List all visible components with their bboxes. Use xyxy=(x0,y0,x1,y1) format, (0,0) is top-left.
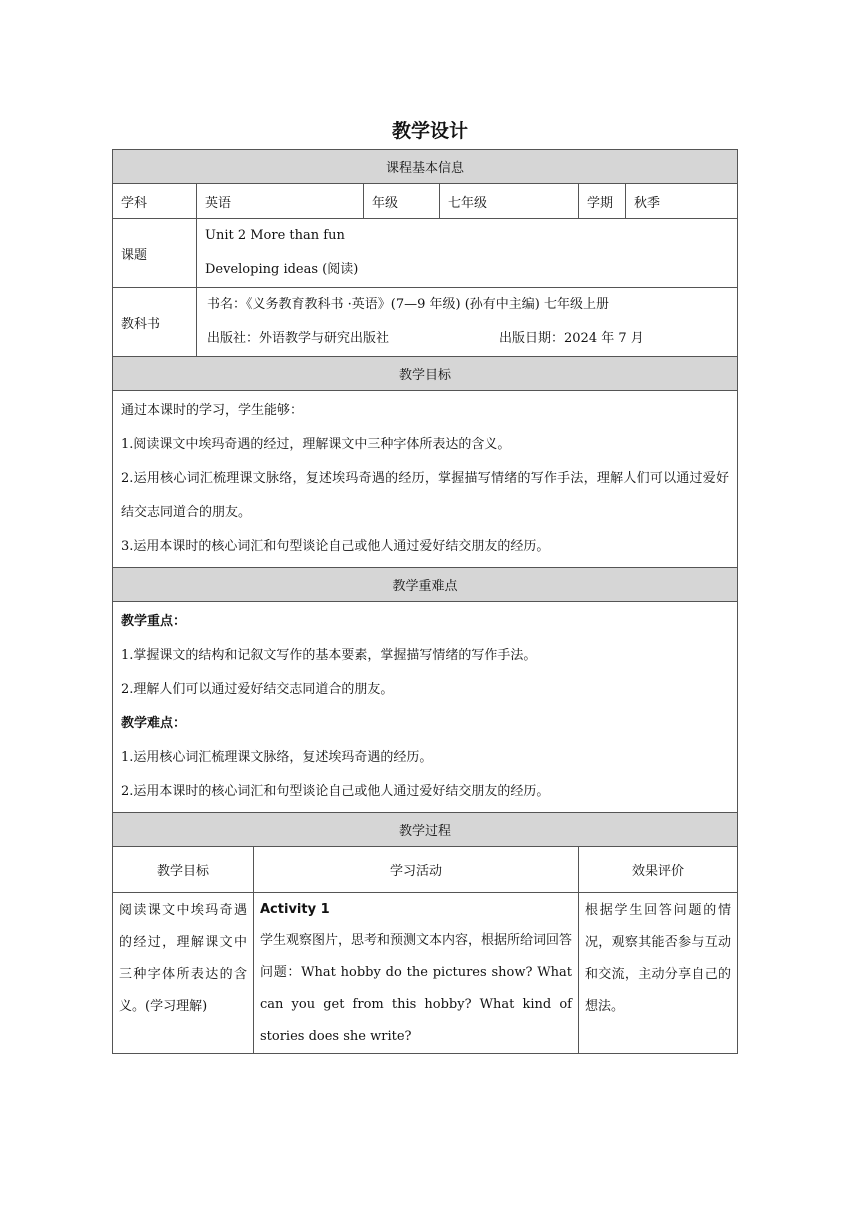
textbook-label: 教科书 xyxy=(113,288,197,357)
page-title: 教学设计 xyxy=(391,120,468,142)
process-row-1-evaluation: 根据学生回答问题的情况，观察其能否参与互动和交流，主动分享自己的想法。 xyxy=(585,903,732,1014)
objective-item-3: 3.运用本课时的核心词汇和句型谈论自己或他人通过爱好结交朋友的经历。 xyxy=(121,539,550,554)
term-value: 秋季 xyxy=(626,184,738,219)
topic-label: 课题 xyxy=(113,219,197,288)
basic-info-header: 课程基本信息 xyxy=(113,150,738,184)
process-col-activity: 学习活动 xyxy=(254,847,579,893)
publish-date: 出版日期：2024 年 7 月 xyxy=(499,331,644,346)
grade-value: 七年级 xyxy=(440,184,579,219)
objective-item-2: 2.运用核心词汇梳理课文脉络，复述埃玛奇遇的经历，掌握描写情绪的写作手法，理解人们可以通过爱好结交志同道合的朋友。 xyxy=(121,471,730,520)
process-col-goal: 教学目标 xyxy=(113,847,254,893)
grade-label: 年级 xyxy=(364,184,440,219)
lesson-plan-table xyxy=(112,149,738,1054)
key-points-header: 教学重难点 xyxy=(113,568,738,602)
focus-label: 教学重点： xyxy=(121,614,187,629)
term-label: 学期 xyxy=(579,184,626,219)
process-col-evaluation: 效果评价 xyxy=(579,847,738,893)
subject-value: 英语 xyxy=(197,184,364,219)
difficulty-label: 教学难点： xyxy=(121,716,187,731)
focus-item-1: 1.掌握课文的结构和记叙文写作的基本要素，掌握描写情绪的写作手法。 xyxy=(121,648,537,663)
difficulty-item-1: 1.运用核心词汇梳理课文脉络，复述埃玛奇遇的经历。 xyxy=(121,750,433,765)
textbook-name: 书名：《义务教育教科书 ·英语》(7—9 年级) (孙有中主编) 七年级上册 xyxy=(207,297,609,312)
objective-item-1: 1.阅读课文中埃玛奇遇的经过，理解课文中三种字体所表达的含义。 xyxy=(121,437,511,452)
topic-line-2: Developing ideas (阅读) xyxy=(205,262,359,277)
activity-1-text: 学生观察图片，思考和预测文本内容，根据所给词回答问题：What hobby do the pictures show? What can you get from this hobby? What kind of stories does she write? xyxy=(260,933,573,1044)
publisher: 出版社：外语教学与研究出版社 xyxy=(207,331,390,346)
process-row-1-goal: 阅读课文中埃玛奇遇的经过，理解课文中三种字体所表达的含义。(学习理解) xyxy=(119,903,247,1014)
process-header: 教学过程 xyxy=(113,813,738,847)
activity-1-title: Activity 1 xyxy=(260,902,330,917)
focus-item-2: 2.理解人们可以通过爱好结交志同道合的朋友。 xyxy=(121,682,394,697)
difficulty-item-2: 2.运用本课时的核心词汇和句型谈论自己或他人通过爱好结交朋友的经历。 xyxy=(121,784,550,799)
objectives-intro: 通过本课时的学习，学生能够： xyxy=(121,403,304,418)
subject-label: 学科 xyxy=(113,184,197,219)
topic-line-1: Unit 2 More than fun xyxy=(205,228,345,243)
objectives-header: 教学目标 xyxy=(113,357,738,391)
